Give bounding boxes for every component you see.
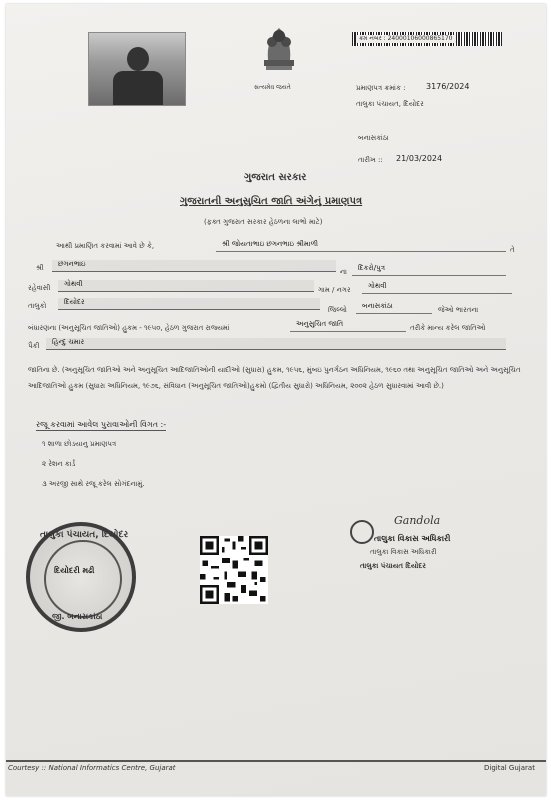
signature-scribble: Gandola	[394, 514, 441, 527]
issuing-office: તાલુકા પંચાયત, દિયોદર	[356, 100, 424, 108]
national-emblem-icon	[256, 20, 302, 86]
recognized-text: તરીકે માન્ય કરેલ જાતિઓ	[410, 324, 486, 332]
signatory-title-1: તાલુકા વિકાસ અધિકારી	[374, 534, 451, 543]
resident-value: ગોથવી	[58, 280, 314, 292]
footer-courtesy: Courtesy :: National Informatics Centre, Gujarat	[8, 764, 176, 772]
certificate-subtitle: (ફક્ત ગુજરાત સરકાર હેઠળના લાભો માટે)	[204, 218, 323, 226]
na-text: ના	[340, 268, 347, 276]
evidence-item: ૧ શાળા છોડયાનુ પ્રમાણપત્ર	[42, 440, 117, 448]
seal-bottom-text: જી. બનાસકાંઠા	[52, 612, 103, 621]
taluka-label: તાલુકો	[28, 302, 47, 310]
footer-divider	[6, 760, 546, 762]
issue-date: 21/03/2024	[396, 154, 443, 163]
order-text: બંધારણના (અનુસૂચિત જાતિઓ) હુકમ - ૧૯૫૦, હેઠળ ગુજરાત રાજ્યમાં	[28, 324, 230, 332]
header-district: બનાસકાંઠા	[358, 134, 389, 142]
caste-label: પૈકી	[28, 342, 40, 350]
government-title: ગુજરાત સરકાર	[244, 172, 307, 183]
footer-brand: Digital Gujarat	[484, 764, 535, 772]
certificate-number: 3176/2024	[426, 82, 470, 91]
shri-label: શ્રી	[36, 264, 44, 272]
district-value: બનાસકાંઠા	[356, 302, 432, 314]
seal-outer-text: તાલુકા પંચાયત, દિયોદર	[40, 530, 129, 540]
india-text: જેઓ ભારતના	[438, 306, 479, 314]
village-label: ગામ / નગર	[318, 286, 351, 294]
caste-type: અનુસુચિત જાતિ	[290, 320, 406, 332]
resident-label: રહેવાસી	[28, 284, 51, 292]
village-value: ગોથવી	[362, 282, 512, 294]
applicant-name: શ્રી જોયતાભાઇ છગનભાઇ શ્રીમાળી	[216, 240, 506, 252]
signatory-office: તાલુકા પંચાયત દિયોદર	[360, 562, 426, 570]
signatory-title-2: તાલુકા વિકાસ અધિકારી	[370, 548, 437, 556]
emblem-caption: સત્યમેવ જયતે	[254, 84, 291, 91]
legal-paragraph: જાતિના છે. (અનુસૂચિત જાતિઓ અને અનુસૂચિત આદિજાતિઓની યાદીઓ (સુધારા) હુકમ, ૧૯૫૬, મુંબઇ પુનર્ગઠન અધિનિયમ, ૧૯૬૦ તથા અનુસૂચિત જાતિઓ અને અનુસૂચિત આદિજાતિઓ હુકમ (સુધારા અધિનિયમ, ૧૯૭૬, સંવિધાન (અનુસૂચિત જાતિઓ)હુકમો (દ્વિતીય સુધારો) અધિનિયમ, ૨૦૦૨ હેઠળ સુધારવામાં આવી છે.)	[28, 366, 521, 390]
intro-text: આથી પ્રમાણિત કરવામાં આવે છે કે,	[56, 242, 155, 250]
signature-mark	[350, 520, 374, 544]
certificate-page	[6, 4, 546, 796]
taluka-value: દિયોદર	[58, 298, 320, 310]
father-name: છગનભાઇ	[52, 260, 336, 272]
qr-code	[200, 536, 268, 604]
caste-value: હિન્દુ ચમાર	[46, 338, 506, 350]
certificate-number-label: પ્રમાણપત્ર ક્રમાંક :	[356, 84, 406, 92]
certificate-title: ગુજરાતની અનુસુચિત જાતિ અંગેનું પ્રમાણપત્ર	[180, 196, 363, 207]
evidence-item: ૩ અરજી સાથે રજૂ કરેલ સોગંદનામું.	[42, 480, 145, 488]
seal-center-text: દિયોદરી મઢી	[54, 566, 95, 575]
barcode-text: ક્રમ નંબર : 24000106000865170	[356, 35, 456, 43]
applicant-photo	[88, 32, 186, 106]
evidence-heading: રજૂ કરવામાં આવેલ પુરાવાઓની વિગત :-	[36, 420, 167, 429]
office-seal	[26, 522, 136, 632]
te-text: તે	[510, 246, 515, 254]
district-label: જિલ્લો	[328, 306, 347, 314]
date-label: તારીખ ::	[358, 156, 383, 164]
relation: દિકરો/પુત્ર	[352, 264, 506, 276]
evidence-item: ૨ રેશન કાર્ડ	[42, 460, 76, 468]
